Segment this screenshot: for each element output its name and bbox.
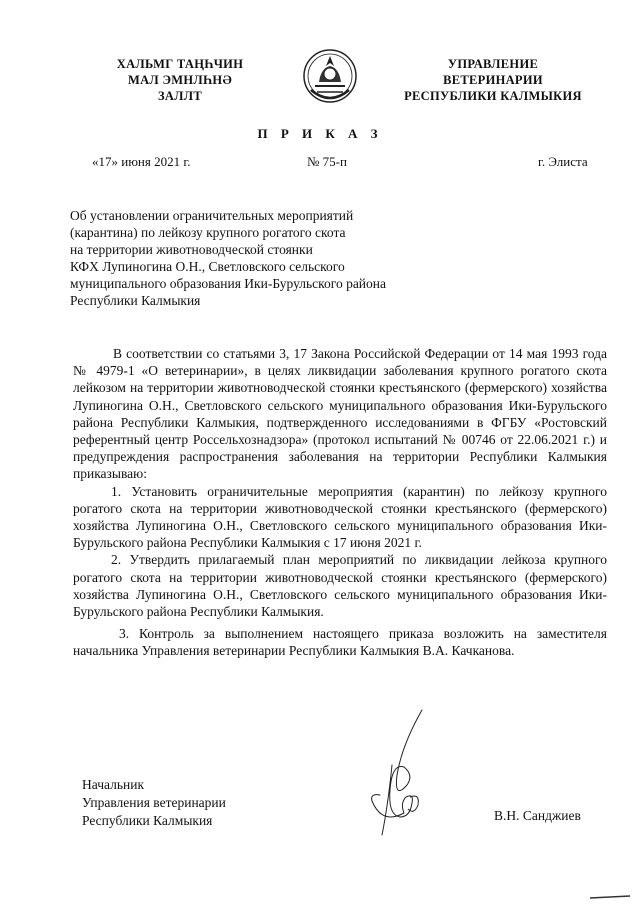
header-right-russian <box>378 56 608 104</box>
header-left-line-1: ХАЛЬМГ ТАҢҺЧИН <box>116 57 244 71</box>
header-left-kalmyk <box>95 56 265 104</box>
signatory-name: В.Н. Санджиев <box>494 808 581 823</box>
order-item-3: 3. Контроль за выполнением настоящего приказа возложить на заместителя начальника Управления ветеринарии Республики Калмыкия В.А. Качканова. <box>73 626 607 659</box>
order-item-1: 1. Установить ограничительные мероприятия (карантин) по лейкозу крупного рогатого скота на территории животноводческой стоянки крестьянского (фермерского) хозяйства Лупиногина О.Н., Светловского сельского муниципального образования Ики-Бурульского района Республики Калмыкия с 17 июня 2021 г. <box>73 483 607 551</box>
order-city: г. Элиста <box>538 154 588 169</box>
subject-line: КФХ Лупиногина О.Н., Светловского сельского <box>70 259 345 274</box>
scan-artifact-mark <box>590 888 630 896</box>
order-body <box>73 345 607 660</box>
header-right-line-2: ВЕТЕРИНАРИИ <box>443 73 543 87</box>
subject-line: Республики Калмыкия <box>70 293 201 308</box>
header-right-line-1: УПРАВЛЕНИЕ <box>447 57 539 71</box>
header-left-line-3: ЗАЛЛТ <box>157 89 203 103</box>
subject-line: Об установлении ограничительных мероприятий <box>70 208 354 223</box>
header-right-line-3: РЕСПУБЛИКИ КАЛМЫКИЯ <box>404 89 582 103</box>
subject-line: на территории животноводческой стоянки <box>70 242 313 257</box>
body-preamble: В соответствии со статьями 3, 17 Закона Российской Федерации от 14 мая 1993 года № 4979-1 «О ветеринарии», в целях ликвидации заболевания крупного рогатого скота лейкозом на территории животноводческой стоянки крестьянского (фермерского) хозяйства Лупиногина О.Н., Светловского сельского муниципального образования Ики-Бурульского района Республики Калмыкия, подтвержденного исследованиями в ФГБУ «Ростовский референтный центр Россельхознадзора» (протокол испытаний № 00746 от 22.06.2021 г.) и предупреждения распространения заболевания на территории Республики Калмыкия приказываю: <box>73 346 607 482</box>
order-date: «17» июня 2021 г. <box>92 154 191 169</box>
document-type-title: П Р И К А З <box>257 126 383 141</box>
header-left-line-2: МАЛ ЭМНЛҺНӘ <box>127 73 232 87</box>
kalmykia-coat-of-arms-icon <box>301 46 359 110</box>
order-subject <box>70 207 430 309</box>
order-item-2: 2. Утвердить прилагаемый план мероприятий по ликвидации лейкоза крупного рогатого скота на территории животноводческой стоянки крестьянского (фермерского) хозяйства Лупиногина О.Н., Светловского сельского муниципального образования Ики-Бурульского района Республики Калмыкия. <box>73 552 607 620</box>
signatory-title-line: Республики Калмыкия <box>82 813 213 828</box>
subject-line: (карантина) по лейкозу крупного рогатого скота <box>70 225 346 240</box>
signatory-title-line: Управления ветеринарии <box>82 795 226 810</box>
signatory-title-line: Начальник <box>82 777 145 792</box>
handwritten-signature <box>352 705 442 845</box>
subject-line: муниципального образования Ики-Бурульского района <box>70 276 386 291</box>
signatory-title <box>82 776 226 830</box>
order-number: № 75-п <box>307 154 347 169</box>
